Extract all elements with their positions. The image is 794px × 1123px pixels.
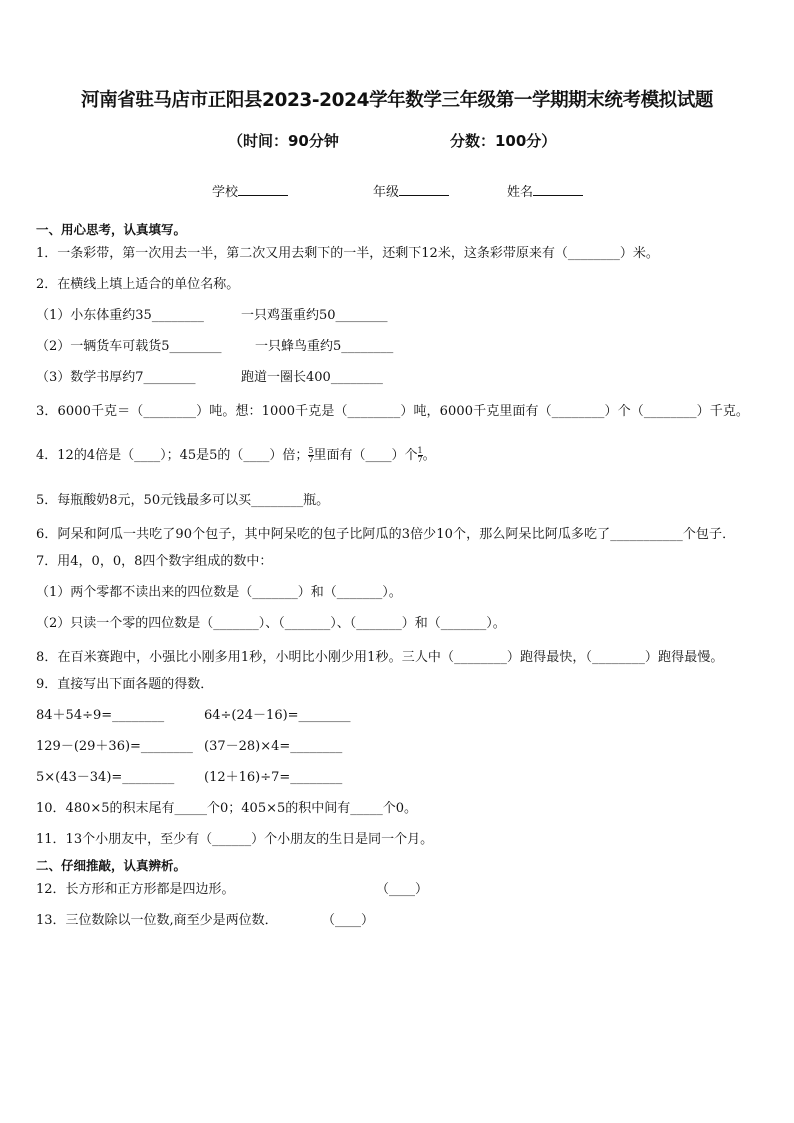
question-2: 2．在横线上填上适合的单位名称。: [36, 277, 240, 292]
question-2-1-a: （1）小东体重约35________: [36, 308, 204, 323]
question-7-2: （2）只读一个零的四位数是（_______）、（_______）、（_______）和（_______）。: [36, 616, 506, 631]
fraction-denominator: 7: [417, 455, 423, 464]
question-9-row-3: [36, 766, 760, 797]
question-9-3-a: 5×(43－34)=________: [36, 770, 175, 785]
question-5: 5．每瓶酸奶8元，50元钱最多可以买________瓶。: [36, 493, 330, 508]
question-9: 9．直接写出下面各题的得数．: [36, 677, 214, 692]
fraction-numerator: 1: [417, 446, 423, 455]
question-list: [36, 218, 760, 940]
question-8: 8．在百米赛跑中，小强比小刚多用1秒，小明比小刚少用1秒。三人中（________）跑得最快，（________）跑得最慢。: [36, 650, 724, 665]
school-blank[interactable]: [238, 183, 288, 196]
question-6: 6．阿呆和阿瓜一共吃了90个包子，其中阿呆吃的包子比阿瓜的3倍少10个，那么阿呆比阿瓜多吃了___________个包子．: [36, 527, 736, 542]
question-4-part-b: 里面有（____）个: [313, 448, 418, 463]
question-9-row-1: [36, 704, 760, 735]
question-7: 7．用4，0，0，8四个数字组成的数中：: [36, 554, 273, 569]
section-heading: 一、用心思考，认真填写。: [36, 222, 187, 237]
question-9-3-b: (12＋16)÷7=________: [204, 770, 343, 785]
school-field: [212, 181, 288, 200]
fraction-denominator: 7: [308, 455, 314, 464]
question-4: [36, 441, 760, 483]
question-4-part-c: 。: [422, 448, 436, 463]
question-2-row-2: [36, 335, 760, 366]
question-9-2-a: 129－(29＋36)=________: [36, 739, 193, 754]
fraction-numerator: 5: [308, 446, 314, 455]
question-9-1-a: 84＋54÷9=________: [36, 708, 165, 723]
question-9-1-b: 64÷(24－16)=________: [204, 708, 351, 723]
question-2-3-b: 跑道一圈长400________: [241, 370, 383, 385]
question-13-text: 13．三位数除以一位数,商至少是两位数．: [36, 913, 278, 928]
school-label: 学校: [212, 185, 239, 200]
question-9-2-b: (37－28)×4=________: [204, 739, 343, 754]
question-10: 10．480×5的积末尾有_____个0；405×5的积中间有_____个0。: [36, 801, 418, 816]
name-blank[interactable]: [533, 183, 583, 196]
question-2-row-3: [36, 366, 760, 397]
grade-label: 年级: [373, 185, 400, 200]
question-9-row-2: [36, 735, 760, 766]
question-4-part-a: 4．12的4倍是（____）；45是5的（____）倍；: [36, 448, 309, 463]
question-12-text: 12．长方形和正方形都是四边形。: [36, 882, 235, 897]
question-2-row-1: [36, 304, 760, 335]
name-field: [507, 181, 583, 200]
question-2-2-a: （2）一辆货车可载货5________: [36, 339, 222, 354]
exam-score: 分数：100分）: [450, 132, 557, 150]
page-title: 河南省驻马店市正阳县2023-2024学年数学三年级第一学期期末统考模拟试题: [81, 90, 713, 111]
question-11: 11．13个小朋友中，至少有（______）个小朋友的生日是同一个月。: [36, 832, 434, 847]
question-13: [36, 909, 760, 940]
name-label: 姓名: [507, 185, 534, 200]
question-7-1: （1）两个零都不读出来的四位数是（_______）和（_______）。: [36, 585, 402, 600]
grade-field: [373, 181, 449, 200]
section-heading: 二、仔细推敲，认真辨析。: [36, 858, 187, 873]
question-3: 3．6000千克＝（________）吨。想：1000千克是（________）吨，6000千克里面有（________）个（________）千克。: [36, 404, 750, 419]
question-13-answer: （____）: [322, 913, 375, 928]
grade-blank[interactable]: [399, 183, 449, 196]
question-12-answer: （____）: [376, 882, 429, 897]
question-2-1-b: 一只鸡蛋重约50________: [241, 308, 388, 323]
question-12: [36, 878, 760, 909]
question-1: 1．一条彩带，第一次用去一半，第二次又用去剩下的一半，还剩下12米，这条彩带原来有（________）米。: [36, 246, 659, 261]
exam-time: （时间：90分钟: [228, 132, 339, 150]
question-2-2-b: 一只蜂鸟重约5________: [255, 339, 394, 354]
question-2-3-a: （3）数学书厚约7________: [36, 370, 196, 385]
